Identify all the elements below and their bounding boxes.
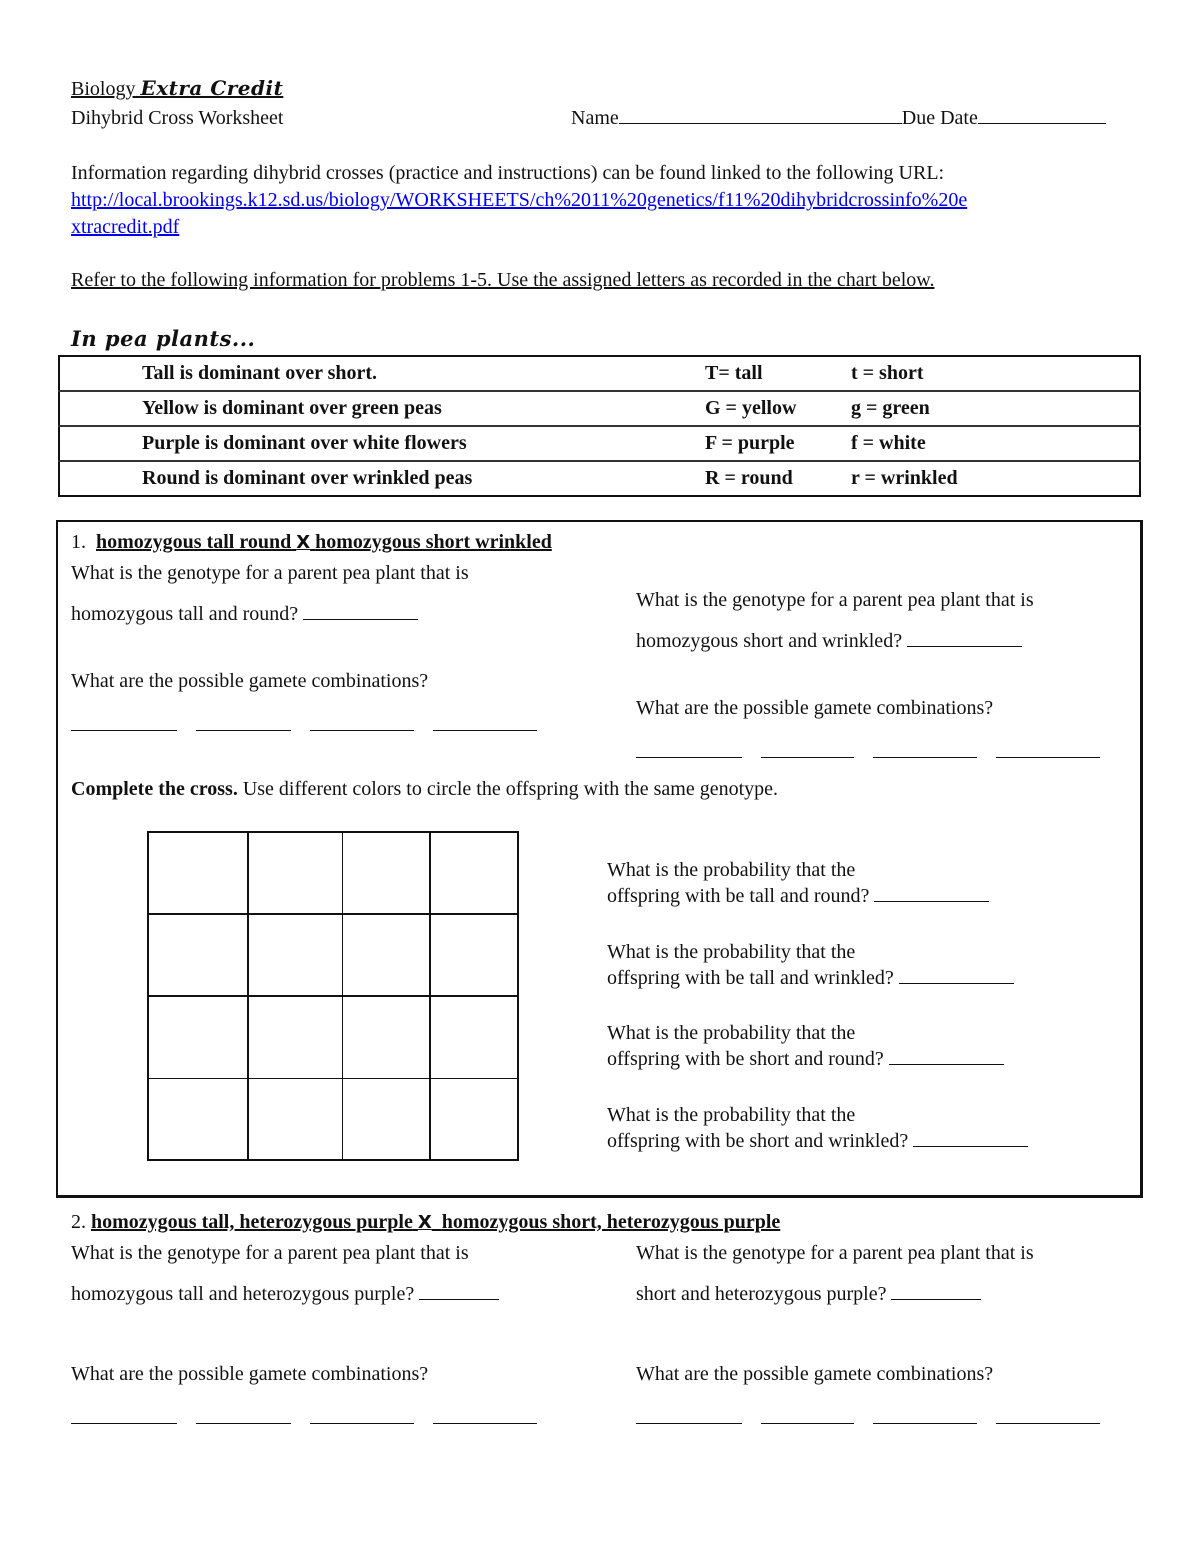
problem-1-title xyxy=(71,531,552,554)
trait-row xyxy=(59,426,1140,461)
gamete-blank[interactable] xyxy=(636,1409,742,1424)
answer-blank[interactable] xyxy=(899,969,1014,984)
p2-right-genotype-q2 xyxy=(636,1281,981,1307)
gamete-blank[interactable] xyxy=(996,1409,1100,1424)
info-text: Information regarding dihybrid crosses (practice and instructions) can be found linked to the following URL: xyxy=(71,162,945,184)
question-text: homozygous short and wrinkled? xyxy=(636,630,903,652)
gamete-blank[interactable] xyxy=(636,743,742,758)
gamete-blank[interactable] xyxy=(310,1409,414,1424)
gamete-blank[interactable] xyxy=(873,1409,977,1424)
gamete-blank[interactable] xyxy=(761,743,854,758)
p2-left-gamete-blanks xyxy=(71,1407,537,1430)
subject-label: Biology xyxy=(71,78,136,100)
gamete-blank[interactable] xyxy=(310,716,414,731)
question-line: What is the probability that the xyxy=(607,1104,856,1126)
trait-recessive: f = white xyxy=(851,426,1140,461)
punnett-cell[interactable] xyxy=(431,833,517,915)
answer-blank[interactable] xyxy=(303,605,418,620)
gamete-blank[interactable] xyxy=(761,1409,854,1424)
instructions: Refer to the following information for problems 1-5. Use the assigned letters as recorded in the chart below. xyxy=(71,269,935,291)
traits-table xyxy=(58,355,1141,497)
trait-row xyxy=(59,461,1140,496)
punnett-cell[interactable] xyxy=(149,833,249,915)
punnett-cell[interactable] xyxy=(249,997,343,1079)
name-label: Name xyxy=(571,107,619,129)
instruction-bold: Complete the cross. xyxy=(71,778,238,800)
punnett-cell[interactable] xyxy=(149,915,249,997)
gamete-blank[interactable] xyxy=(996,743,1100,758)
cross-symbol-icon: X xyxy=(296,532,311,553)
extra-credit-label: Extra Credit xyxy=(140,76,284,100)
complete-cross-instruction xyxy=(71,778,778,801)
punnett-cell[interactable] xyxy=(249,915,343,997)
trait-dominant: F = purple xyxy=(705,426,851,461)
p2-left-gamete-q: What are the possible gamete combinations? xyxy=(71,1363,429,1385)
punnett-cell[interactable] xyxy=(431,1079,517,1159)
p2-right-gamete-q: What are the possible gamete combinations? xyxy=(636,1363,994,1385)
due-date-label: Due Date xyxy=(901,107,978,129)
name-field[interactable] xyxy=(571,107,1106,130)
p1-left-genotype-q2 xyxy=(71,601,418,627)
p1-left-gamete-q: What are the possible gamete combinations? xyxy=(71,670,429,692)
worksheet-title: Dihybrid Cross Worksheet xyxy=(71,107,284,129)
p2-right-gamete-blanks xyxy=(636,1407,1100,1430)
answer-blank[interactable] xyxy=(889,1050,1004,1065)
punnett-cell[interactable] xyxy=(149,1079,249,1159)
answer-blank[interactable] xyxy=(891,1285,981,1300)
trait-description: Purple is dominant over white flowers xyxy=(59,426,705,461)
question-line: offspring with be tall and round? xyxy=(607,885,870,907)
instruction-text: Use different colors to circle the offspring with the same genotype. xyxy=(237,778,779,800)
punnett-square xyxy=(147,831,519,1161)
gamete-blank[interactable] xyxy=(433,1409,537,1424)
trait-row xyxy=(59,391,1140,426)
trait-dominant: T= tall xyxy=(705,362,763,384)
question-line: offspring with be short and round? xyxy=(607,1048,884,1070)
due-date-blank[interactable] xyxy=(978,109,1106,124)
problem-2-title xyxy=(71,1211,780,1234)
p1-right-gamete-q: What are the possible gamete combinations? xyxy=(636,697,994,719)
name-blank[interactable] xyxy=(619,109,902,124)
info-url-line1[interactable]: http://local.brookings.k12.sd.us/biology/WORKSHEETS/ch%2011%20genetics/f11%20dihybridcrossinfo%20e xyxy=(71,189,968,211)
probability-question xyxy=(607,939,1014,991)
p2-left-genotype-q2 xyxy=(71,1281,499,1307)
info-url-line2[interactable]: xtracredit.pdf xyxy=(71,216,180,238)
punnett-cell[interactable] xyxy=(149,997,249,1079)
p1-right-gamete-blanks xyxy=(636,741,1100,764)
p1-left-gamete-blanks xyxy=(71,714,537,737)
punnett-cell[interactable] xyxy=(249,833,343,915)
cross-symbol-icon: X xyxy=(417,1212,432,1233)
punnett-cell[interactable] xyxy=(343,1079,431,1159)
problem-2-parent-b: homozygous short, heterozygous purple xyxy=(441,1211,781,1233)
question-text: homozygous tall and heterozygous purple? xyxy=(71,1283,415,1305)
punnett-cell[interactable] xyxy=(431,997,517,1079)
trait-recessive: g = green xyxy=(851,391,1140,426)
answer-blank[interactable] xyxy=(907,632,1022,647)
punnett-cell[interactable] xyxy=(343,833,431,915)
gamete-blank[interactable] xyxy=(196,1409,291,1424)
trait-row xyxy=(59,356,1140,391)
probability-question xyxy=(607,1102,1028,1154)
problem-1-parent-b: homozygous short wrinkled xyxy=(315,531,552,553)
punnett-cell[interactable] xyxy=(431,915,517,997)
punnett-cell[interactable] xyxy=(249,1079,343,1159)
gamete-blank[interactable] xyxy=(71,716,177,731)
question-text: homozygous tall and round? xyxy=(71,603,299,625)
question-line: What is the probability that the xyxy=(607,941,856,963)
p2-left-genotype-q1: What is the genotype for a parent pea plant that is xyxy=(71,1242,469,1264)
trait-description: Round is dominant over wrinkled peas xyxy=(59,461,705,496)
problem-number: 1. xyxy=(71,531,86,553)
question-line: What is the probability that the xyxy=(607,1022,856,1044)
trait-recessive: t = short xyxy=(851,362,924,384)
probability-question xyxy=(607,1020,1004,1072)
punnett-cell[interactable] xyxy=(343,915,431,997)
gamete-blank[interactable] xyxy=(71,1409,177,1424)
answer-blank[interactable] xyxy=(913,1132,1028,1147)
trait-dominant: R = round xyxy=(705,461,851,496)
trait-description: Yellow is dominant over green peas xyxy=(59,391,705,426)
question-line: offspring with be tall and wrinkled? xyxy=(607,967,894,989)
answer-blank[interactable] xyxy=(874,887,989,902)
question-text: short and heterozygous purple? xyxy=(636,1283,887,1305)
problem-2-parent-a: homozygous tall, heterozygous purple xyxy=(91,1211,413,1233)
question-line: offspring with be short and wrinkled? xyxy=(607,1130,909,1152)
p1-right-genotype-q2 xyxy=(636,628,1022,654)
trait-description: Tall is dominant over short. xyxy=(142,362,378,384)
trait-recessive: r = wrinkled xyxy=(851,461,1140,496)
gamete-blank[interactable] xyxy=(196,716,291,731)
problem-1-parent-a: homozygous tall round xyxy=(96,531,292,553)
gamete-blank[interactable] xyxy=(873,743,977,758)
gamete-blank[interactable] xyxy=(433,716,537,731)
answer-blank[interactable] xyxy=(419,1285,499,1300)
header-title xyxy=(71,76,283,101)
question-line: What is the probability that the xyxy=(607,859,856,881)
p1-right-genotype-q1: What is the genotype for a parent pea plant that is xyxy=(636,589,1034,611)
p1-left-genotype-q1: What is the genotype for a parent pea plant that is xyxy=(71,562,469,584)
trait-dominant: G = yellow xyxy=(705,391,851,426)
p2-right-genotype-q1: What is the genotype for a parent pea plant that is xyxy=(636,1242,1034,1264)
punnett-cell[interactable] xyxy=(343,997,431,1079)
section-heading: In pea plants... xyxy=(71,326,256,351)
probability-question xyxy=(607,857,989,909)
problem-number: 2. xyxy=(71,1211,86,1233)
